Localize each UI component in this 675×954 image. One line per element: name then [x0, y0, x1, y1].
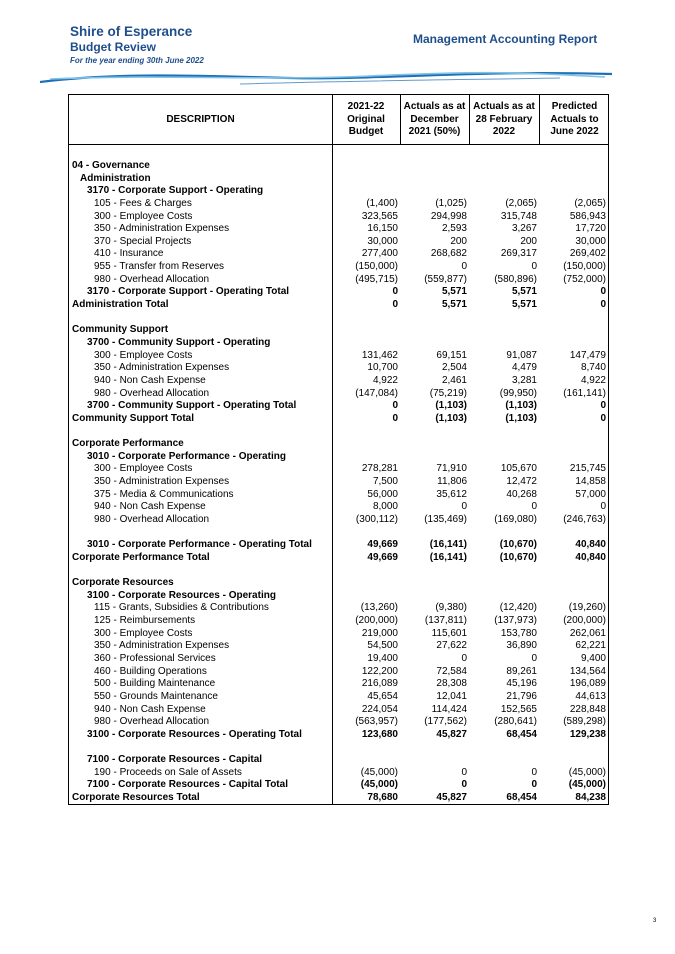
row-description: Corporate Performance Total — [72, 551, 210, 563]
column-header-predicted-actuals: Predicted Actuals to June 2022 — [550, 101, 599, 138]
row-value: (137,973) — [494, 615, 537, 627]
row-value: 71,910 — [436, 463, 467, 475]
row-value: 0 — [600, 286, 606, 298]
row-value: 323,565 — [361, 210, 398, 222]
row-value: 0 — [600, 501, 606, 513]
row-value: (161,141) — [563, 387, 606, 399]
row-value: 62,221 — [575, 640, 606, 652]
table-row — [69, 678, 608, 691]
table-row — [69, 691, 608, 704]
row-value: 2,593 — [441, 223, 467, 235]
row-description: 3010 - Corporate Performance - Operating — [87, 450, 286, 462]
row-value: (10,670) — [499, 551, 537, 563]
row-value: 8,740 — [580, 362, 606, 374]
row-value: 0 — [461, 501, 467, 513]
row-description: 980 - Overhead Allocation — [94, 387, 210, 399]
row-value: 0 — [600, 400, 606, 412]
row-description: 410 - Insurance — [94, 248, 164, 260]
table-row — [69, 767, 608, 780]
table-row — [69, 173, 608, 186]
row-value: 105,670 — [500, 463, 537, 475]
row-value: 17,720 — [575, 223, 606, 235]
row-value: 0 — [392, 299, 398, 311]
row-value: (16,141) — [429, 551, 467, 563]
row-value: 10,700 — [367, 362, 398, 374]
table-row — [69, 602, 608, 615]
row-value: 122,200 — [361, 665, 398, 677]
row-description: 105 - Fees & Charges — [94, 197, 192, 209]
row-description: 04 - Governance — [72, 160, 150, 171]
table-row — [69, 653, 608, 666]
row-value: 27,622 — [436, 640, 467, 652]
spacer-row — [69, 527, 608, 540]
table-row — [69, 261, 608, 274]
row-value: (9,380) — [435, 602, 467, 614]
row-description: 360 - Professional Services — [94, 652, 216, 664]
row-value: 56,000 — [367, 488, 398, 500]
row-value: 269,402 — [569, 248, 606, 260]
row-description: 375 - Media & Communications — [94, 488, 234, 500]
row-description: 125 - Reimbursements — [94, 615, 196, 627]
row-value: (19,260) — [568, 602, 606, 614]
row-value: 0 — [531, 652, 537, 664]
row-value: (1,103) — [505, 400, 537, 412]
row-description: 350 - Administration Expenses — [94, 223, 230, 235]
table-row — [69, 628, 608, 641]
table-row — [69, 552, 608, 565]
row-description: 3700 - Community Support - Operating Total — [87, 400, 297, 412]
row-value: 4,922 — [580, 374, 606, 386]
row-value: 129,238 — [569, 728, 606, 740]
row-value: 36,890 — [506, 640, 537, 652]
column-divider — [332, 95, 333, 144]
row-description: 3100 - Corporate Resources - Operating Total — [87, 728, 302, 740]
table-body — [69, 160, 608, 805]
row-value: 0 — [392, 400, 398, 412]
row-value: 0 — [531, 766, 537, 778]
row-value: 315,748 — [500, 210, 537, 222]
row-value: 40,840 — [575, 539, 606, 551]
row-description: 350 - Administration Expenses — [94, 476, 230, 488]
row-value: 294,998 — [430, 210, 467, 222]
row-value: 277,400 — [361, 248, 398, 260]
column-header-description: DESCRIPTION — [166, 113, 235, 125]
row-value: 16,150 — [367, 223, 398, 235]
row-value: 268,682 — [430, 248, 467, 260]
row-value: (2,065) — [574, 197, 606, 209]
row-value: 4,479 — [511, 362, 537, 374]
row-value: 9,400 — [580, 652, 606, 664]
row-value: (1,025) — [435, 197, 467, 209]
row-value: (1,103) — [435, 400, 467, 412]
row-value: 5,571 — [441, 299, 467, 311]
row-value: 2,504 — [441, 362, 467, 374]
row-value: 147,479 — [569, 349, 606, 361]
row-value: 0 — [600, 299, 606, 311]
table-row — [69, 577, 608, 590]
table-row — [69, 337, 608, 350]
row-description: 190 - Proceeds on Sale of Assets — [94, 766, 242, 778]
row-value: 54,500 — [367, 640, 398, 652]
table-row — [69, 375, 608, 388]
row-value: 219,000 — [361, 627, 398, 639]
row-value: (150,000) — [355, 261, 398, 273]
row-description: Corporate Performance — [72, 438, 184, 450]
row-value: 131,462 — [361, 349, 398, 361]
row-value: 21,796 — [506, 690, 537, 702]
column-header-actuals-february: Actuals as at 28 February 2022 — [473, 101, 535, 138]
row-description: 980 - Overhead Allocation — [94, 273, 210, 285]
row-value: 5,571 — [441, 286, 467, 298]
row-value: 0 — [531, 779, 537, 791]
row-value: (13,260) — [360, 602, 398, 614]
row-value: 72,584 — [436, 665, 467, 677]
row-value: 45,827 — [436, 728, 467, 740]
row-value: 586,943 — [569, 210, 606, 222]
row-value: 0 — [461, 779, 467, 791]
row-value: 35,612 — [436, 488, 467, 500]
row-value: (45,000) — [568, 779, 606, 791]
spacer-row — [69, 425, 608, 438]
table-row — [69, 350, 608, 363]
page-number: 3 — [653, 918, 657, 924]
row-description: 460 - Building Operations — [94, 665, 207, 677]
table-row — [69, 324, 608, 337]
row-value: 0 — [600, 412, 606, 424]
row-value: 30,000 — [367, 235, 398, 247]
row-value: 12,041 — [436, 690, 467, 702]
row-description: 300 - Employee Costs — [94, 463, 193, 475]
table-row — [69, 400, 608, 413]
table-row — [69, 286, 608, 299]
table-row — [69, 463, 608, 476]
spacer-row — [69, 741, 608, 754]
row-value: 68,454 — [506, 792, 537, 804]
row-description: 980 - Overhead Allocation — [94, 513, 210, 525]
row-value: 5,571 — [511, 286, 537, 298]
row-value: 152,565 — [500, 703, 537, 715]
row-value: 216,089 — [361, 678, 398, 690]
row-value: (559,877) — [424, 273, 467, 285]
row-value: (135,469) — [424, 513, 467, 525]
row-value: 30,000 — [575, 235, 606, 247]
row-value: (2,065) — [505, 197, 537, 209]
row-value: 0 — [392, 412, 398, 424]
row-description: 300 - Employee Costs — [94, 210, 193, 222]
row-value: (1,103) — [505, 412, 537, 424]
table-row — [69, 779, 608, 792]
row-value: 0 — [461, 261, 467, 273]
row-value: 224,054 — [361, 703, 398, 715]
row-value: 153,780 — [500, 627, 537, 639]
row-value: 3,267 — [511, 223, 537, 235]
row-value: (580,896) — [494, 273, 537, 285]
column-header-original-budget: 2021-22 Original Budget — [347, 101, 385, 138]
row-value: (10,670) — [499, 539, 537, 551]
row-value: (137,811) — [424, 615, 467, 627]
column-divider — [539, 95, 540, 144]
row-description: 300 - Employee Costs — [94, 627, 193, 639]
row-value: 0 — [531, 501, 537, 513]
row-value: 200 — [520, 235, 537, 247]
row-description: 350 - Administration Expenses — [94, 640, 230, 652]
row-value: 134,564 — [569, 665, 606, 677]
row-description: 940 - Non Cash Expense — [94, 374, 206, 386]
table-row — [69, 640, 608, 653]
table-row — [69, 274, 608, 287]
row-value: 0 — [392, 286, 398, 298]
row-description: 7100 - Corporate Resources - Capital Total — [87, 779, 288, 791]
report-name: Management Accounting Report — [413, 32, 598, 46]
table-row — [69, 704, 608, 717]
row-value: 14,858 — [575, 476, 606, 488]
row-value: 91,087 — [506, 349, 537, 361]
row-value: 45,654 — [367, 690, 398, 702]
reporting-period: For the year ending 30th June 2022 — [70, 56, 204, 65]
row-description: 3170 - Corporate Support - Operating Total — [87, 286, 290, 298]
row-value: 115,601 — [431, 627, 467, 639]
table-row — [69, 388, 608, 401]
row-description: 3010 - Corporate Performance - Operating Total — [87, 539, 312, 551]
table-row — [69, 236, 608, 249]
row-value: (300,112) — [355, 513, 398, 525]
row-value: 84,238 — [575, 792, 606, 804]
row-value: 89,261 — [506, 665, 537, 677]
table-row — [69, 223, 608, 236]
row-value: 0 — [461, 766, 467, 778]
row-value: (177,562) — [424, 716, 467, 728]
spacer-row — [69, 312, 608, 325]
column-divider — [400, 95, 401, 144]
table-row — [69, 299, 608, 312]
row-value: (147,084) — [355, 387, 398, 399]
row-description: 3170 - Corporate Support - Operating — [87, 185, 264, 197]
budget-table — [68, 94, 609, 805]
row-value: 19,400 — [367, 652, 398, 664]
row-description: 940 - Non Cash Expense — [94, 703, 206, 715]
row-value: (280,641) — [494, 716, 537, 728]
row-value: 196,089 — [569, 678, 606, 690]
row-value: (99,950) — [499, 387, 537, 399]
row-value: 228,848 — [569, 703, 606, 715]
row-value: 28,308 — [436, 678, 467, 690]
row-value: (563,957) — [355, 716, 398, 728]
row-value: 0 — [461, 652, 467, 664]
table-row — [69, 514, 608, 527]
row-value: (45,000) — [360, 766, 398, 778]
row-description: 115 - Grants, Subsidies & Contributions — [94, 602, 269, 614]
table-row — [69, 754, 608, 767]
row-value: (752,000) — [563, 273, 606, 285]
row-value: 269,317 — [500, 248, 537, 260]
row-value: 12,472 — [506, 476, 537, 488]
table-row — [69, 413, 608, 426]
row-description: 7100 - Corporate Resources - Capital — [87, 754, 263, 766]
row-value: 200 — [450, 235, 467, 247]
row-value: (495,715) — [355, 273, 398, 285]
table-row — [69, 451, 608, 464]
row-value: 278,281 — [361, 463, 398, 475]
row-value: 7,500 — [372, 476, 398, 488]
table-row — [69, 476, 608, 489]
row-value: (45,000) — [360, 779, 398, 791]
row-description: 980 - Overhead Allocation — [94, 716, 210, 728]
table-row — [69, 501, 608, 514]
row-description: 940 - Non Cash Expense — [94, 501, 206, 513]
row-value: 3,281 — [511, 374, 537, 386]
row-value: (45,000) — [568, 766, 606, 778]
row-value: (150,000) — [563, 261, 606, 273]
spacer-row — [69, 565, 608, 578]
table-row — [69, 729, 608, 742]
row-description: 370 - Special Projects — [94, 235, 192, 247]
row-value: (169,080) — [494, 513, 537, 525]
row-value: 45,196 — [506, 678, 537, 690]
table-row — [69, 198, 608, 211]
row-value: 262,061 — [569, 627, 606, 639]
row-description: Corporate Resources Total — [72, 792, 200, 804]
row-description: Administration — [80, 172, 151, 184]
table-row — [69, 666, 608, 679]
row-description: 550 - Grounds Maintenance — [94, 690, 218, 702]
table-header — [69, 95, 608, 145]
row-value: 123,680 — [361, 728, 398, 740]
table-row — [69, 716, 608, 729]
row-value: 69,151 — [436, 349, 467, 361]
row-value: 4,922 — [372, 374, 398, 386]
table-row — [69, 615, 608, 628]
row-value: 68,454 — [506, 728, 537, 740]
table-row — [69, 489, 608, 502]
table-row — [69, 362, 608, 375]
column-divider — [469, 95, 470, 144]
row-value: (589,298) — [563, 716, 606, 728]
row-value: 2,461 — [441, 374, 467, 386]
table-row — [69, 211, 608, 224]
table-row — [69, 185, 608, 198]
row-description: 300 - Employee Costs — [94, 349, 193, 361]
row-value: 114,424 — [431, 703, 467, 715]
row-description: Community Support Total — [72, 412, 195, 424]
row-value: 5,571 — [511, 299, 537, 311]
row-description: 3100 - Corporate Resources - Operating — [87, 589, 276, 601]
row-value: 57,000 — [575, 488, 606, 500]
document-title: Budget Review — [70, 40, 157, 54]
row-value: 11,806 — [437, 476, 467, 488]
row-value: 78,680 — [367, 792, 398, 804]
row-description: 3700 - Community Support - Operating — [87, 336, 271, 348]
row-value: 40,268 — [506, 488, 537, 500]
row-value: 40,840 — [575, 551, 606, 563]
organisation-name: Shire of Esperance — [70, 24, 193, 39]
row-description: Administration Total — [72, 299, 169, 311]
row-value: (12,420) — [499, 602, 537, 614]
row-description: 500 - Building Maintenance — [94, 678, 216, 690]
row-value: (1,400) — [366, 197, 398, 209]
table-row — [69, 438, 608, 451]
row-value: (246,763) — [563, 513, 606, 525]
table-row — [69, 539, 608, 552]
row-value: 44,613 — [575, 690, 606, 702]
row-value: (200,000) — [563, 615, 606, 627]
row-description: Community Support — [72, 324, 169, 336]
row-value: 215,745 — [569, 463, 606, 475]
row-description: 350 - Administration Expenses — [94, 362, 230, 374]
row-value: 45,827 — [436, 792, 467, 804]
row-value: (16,141) — [429, 539, 467, 551]
row-value: 0 — [531, 261, 537, 273]
table-row — [69, 160, 608, 173]
row-value: (200,000) — [355, 615, 398, 627]
row-value: 49,669 — [367, 539, 398, 551]
column-header-actuals-december: Actuals as at December 2021 (50%) — [403, 101, 466, 138]
header-wave-decoration — [40, 66, 612, 90]
row-value: 8,000 — [372, 501, 398, 513]
row-value: (1,103) — [435, 412, 467, 424]
row-value: (75,219) — [429, 387, 467, 399]
row-description: 955 - Transfer from Reserves — [94, 261, 225, 273]
table-row — [69, 248, 608, 261]
table-row — [69, 792, 608, 805]
row-description: Corporate Resources — [72, 577, 174, 589]
row-value: 49,669 — [367, 551, 398, 563]
table-row — [69, 590, 608, 603]
